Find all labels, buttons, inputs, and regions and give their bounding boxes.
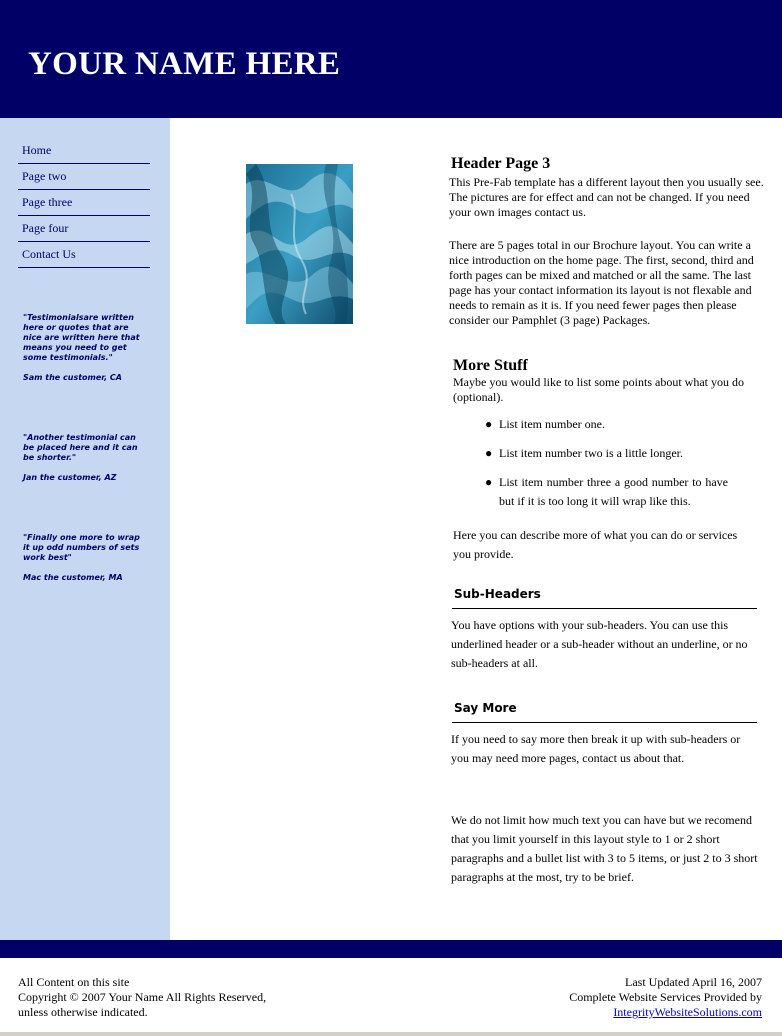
decorative-photo [246,164,353,324]
list-item-text: List item number three a good number to have but if it is too long it will wrap like this. [499,475,728,508]
main-content [170,118,782,940]
sub-header-underline [452,608,757,609]
testimonial-quote: "Finally one more to wrap it up odd numbers of sets work best" [23,533,140,562]
site-header [0,0,782,118]
list-item-text: List item number one. [499,417,605,431]
bullet-dot-icon: ● [485,446,493,460]
testimonial-author: Jan the customer, AZ [23,473,117,482]
sub-headers-heading: Sub-Headers [454,587,541,601]
copyright-line: All Content on this site [18,975,130,989]
testimonial-author: Mac the customer, MA [23,573,123,582]
site-footer [0,958,782,1032]
list-item [483,415,728,434]
page-heading: Header Page 3 [451,155,551,172]
services-credit: Complete Website Services Provided by [569,990,762,1004]
say-more-underline [452,722,757,723]
testimonial-quote: "Testimonialsare written here or quotes that are nice are written here that means you need to get some testimonials." [23,313,140,362]
nav-item-home[interactable]: Home [18,138,150,164]
list-item [483,473,728,511]
testimonial [23,533,148,583]
bullet-list [483,415,728,521]
testimonial-author: Sam the customer, CA [23,373,122,382]
nav-item-page-three[interactable]: Page three [18,190,150,216]
bullet-dot-icon: ● [485,417,493,431]
list-item [483,444,728,463]
site-title: YOUR NAME HERE [28,46,341,82]
describe-paragraph: Here you can describe more of what you can do or services you provide. [453,528,738,561]
say-more-heading: Say More [454,701,517,715]
last-updated: Last Updated April 16, 2007 [625,975,762,989]
copyright-block [18,975,266,1020]
sub-headers-paragraph: You have options with your sub-headers. You can use this underlined header or a sub-header without an underline, or no sub-headers at all. [451,618,748,670]
provider-link[interactable]: IntegrityWebsiteSolutions.com [613,1005,762,1019]
intro-paragraph: This Pre-Fab template has a different layout then you usually see. The pictures are for effect and can not be changed. If you need your own images contact us. [449,175,764,219]
closing-paragraph: We do not limit how much text you can have but we recomend that you limit yourself in this layout style to 1 or 2 short paragraphs and a bullet list with 3 to 5 items, or just 2 to 3 short paragraphs at the most, try to be brief. [451,813,758,884]
nav-item-page-four[interactable]: Page four [18,216,150,242]
testimonial-quote: "Another testimonial can be placed here and it can be shorter." [23,433,138,462]
sidebar [0,118,170,940]
page-bottom-edge [0,1032,782,1036]
more-stuff-heading: More Stuff [453,357,528,374]
nav-item-contact-us[interactable]: Contact Us [18,242,150,268]
testimonial [23,433,148,483]
copyright-line: Copyright © 2007 Your Name All Rights Reserved, [18,990,267,1004]
list-item-text: List item number two is a little longer. [499,446,683,460]
credits-block [569,975,762,1020]
footer-bar [0,940,782,958]
bullet-dot-icon: ● [485,475,493,489]
nav-item-page-two[interactable]: Page two [18,164,150,190]
more-stuff-paragraph: Maybe you would like to list some points about what you do (optional). [453,375,744,404]
say-more-paragraph: If you need to say more then break it up with sub-headers or you may need more pages, contact us about that. [451,732,741,765]
pages-info-paragraph: There are 5 pages total in our Brochure layout. You can write a nice introduction on the home page. The first, second, third and forth pages can be mixed and matched or all the same. The last page has your contact information its layout is not flexable and needs to remain as it is. If you need fewer pages then please consider our Pamphlet (3 page) Packages. [449,238,754,327]
testimonial [23,313,148,383]
sidebar-nav [18,138,150,268]
copyright-line: unless otherwise indicated. [18,1005,148,1019]
